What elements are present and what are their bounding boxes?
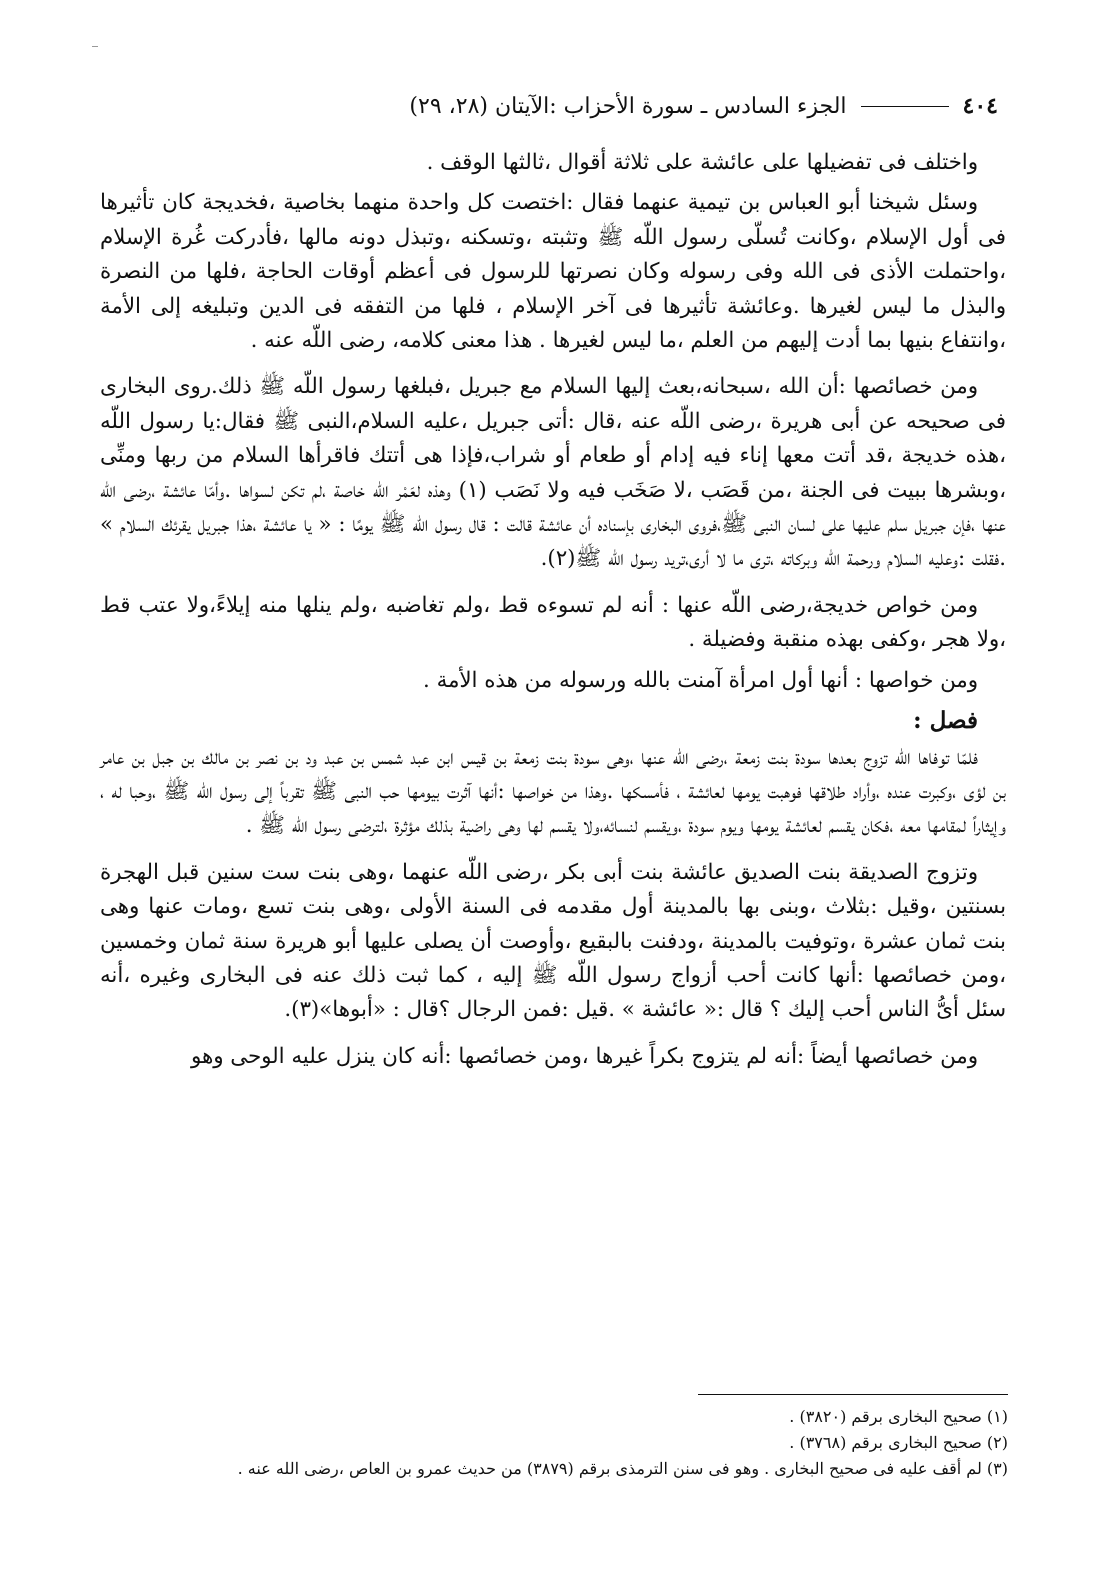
margin-mark	[92, 46, 98, 47]
paragraph: ومن خواصها : أنها أول امرأة آمنت بالله ورسوله من هذه الأمة .	[423, 667, 978, 693]
footnote-rule	[698, 1394, 1008, 1395]
running-title: الجزء السادس ـ سورة الأحزاب :الآيتان (٢٨، ٢٩)	[409, 93, 847, 119]
section-heading: فصل :	[913, 707, 978, 735]
paragraph: وتزوج الصديقة بنت الصديق عائشة بنت أبى بكر ،رضى اللّه عنهما ،وهى بنت ست سنين قبل الهجرة بسنتين ،وقيل :بثلاث ،وبنى بها بالمدينة أول مقدمه فى السنة الأولى ،وهى بنت تسع ،ومات عنها وهى بنت ثمان عشرة ،وتوفيت بالمدينة ،ودفنت بالبقيع ،وأوصت أن يصلى عليها أبو هريرة سنة ثمان وخمسين ،ومن خصائصها :أنها كانت أحب أزواج رسول اللّه ﷺ إليه ، كما ثبت ذلك عنه فى البخارى وغيره ،أنه سئل أىُّ الناس أحب إليك ؟ قال :« عائشة » .قيل :فمن الرجال ؟قال : «أبوها»(٣).	[100, 859, 1006, 1023]
paragraph: وسئل شيخنا أبو العباس بن تيمية عنهما فقال :اختصت كل واحدة منهما بخاصية ،فخديجة كان تأثيرها فى أول الإسلام ،وكانت تُسلّى رسول اللّه ﷺ وتثبته ،وتسكنه ،وتبذل دونه مالها ،فأدركت غُرة الإسلام ،واحتملت الأذى فى الله وفى رسوله وكان نصرتها للرسول فى أعظم أوقات الحاجة ،فلها من النصرة والبذل ما ليس لغيرها .وعائشة تأثيرها فى آخر الإسلام ، فلها من التفقه فى الدين وتبليغه إلى الأمة ،وانتفاع بنيها بما أدت إليهم من العلم ،ما ليس لغيرها . هذا معنى كلامه، رضى اللّه عنه .	[100, 190, 1006, 354]
page-number: ٤٠٤	[962, 93, 998, 119]
paragraph: ومن خصائصها :أن الله ،سبحانه،بعث إليها السلام مع جبريل ،فبلغها رسول اللّه ﷺ ذلك.روى البخارى فى صحيحه عن أبى هريرة ،رضى اللّه عنه ،قال :أتى جبريل ،عليه السلام،النبى ﷺ فقال:يا رسول اللّه ،هذه خديجة ،قد أتت معها إناء فيه إدام أو طعام أو شراب،فإذا هى أتتك فاقرأها السلام من ربها ومنِّى ،وبشرها ببيت فى الجنة ،من قَصَب ،لا صَخَب فيه ولا نَصَب (١) وهذه لعَمْر الله خاصة ،لم تكن لسواها .وأمّا عائشة ،رضى اللّه عنها ،فإن جبريل سلم عليها على لسان النبى ﷺ،فروى البخارى بإسناده أن عائشة قالت : قال رسول اللّه ﷺ يومًا : « يا عائشة ،هذا جبريل يقرئك السلام » .فقلت :وعليه السلام ورحمة اللّه وبركاته ،ترى ما لا أرى،تريد رسول اللّه ﷺ(٢).	[100, 374, 1006, 572]
page-header	[96, 84, 998, 128]
footnote: (١) صحيح البخارى برقم (٣٨٢٠) .	[789, 1407, 1008, 1426]
paragraph: ومن خصائصها أيضاً :أنه لم يتزوج بكراً غيرها ،ومن خصائصها :أنه كان ينزل عليه الوحى وهو	[190, 1043, 978, 1069]
header-rule	[861, 106, 949, 107]
paragraph: واختلف فى تفضيلها على عائشة على ثلاثة أقوال ،ثالثها الوقف .	[426, 150, 978, 175]
main-text	[100, 146, 1006, 1086]
paragraph: فلمّا توفاها اللّه تزوج بعدها سودة بنت زمعة ،رضى اللّه عنها ،وهى سودة بنت زمعة بن قيس ابن عبد شمس بن عبد ود بن نصر بن مالك بن جبل بن عامر بن لؤى ،وكبرت عنده ،وأراد طلاقها فوهبت يومها لعائشة ، فأمسكها .وهذا من خواصها :أنها آثرت بيومها حب النبى ﷺ تقرباً إلى رسول اللّه ﷺ ،وحبا له ، وإيثاراً لمقامها معه ،فكان يقسم لعائشة يومها ويوم سودة ،ويقسم لنسائه،ولا يقسم لها وهى راضية بذلك مؤثرة ،لترضى رسول اللّه ﷺ .	[100, 744, 1006, 839]
paragraph: ومن خواص خديجة،رضى اللّه عنها : أنه لم تسوءه قط ،ولم تغاضبه ،ولم ينلها منه إيلاءً،ولا عتب قط ،ولا هجر ،وكفى بهذه منقبة وفضيلة .	[100, 592, 1006, 653]
footnote: (٢) صحيح البخارى برقم (٣٧٦٨) .	[789, 1433, 1008, 1452]
footnotes	[100, 1404, 1008, 1482]
footnote: (٣) لم أقف عليه فى صحيح البخارى . وهو فى سنن الترمذى برقم (٣٨٧٩) من حديث عمرو بن العاص ،رضى الله عنه .	[237, 1459, 1008, 1478]
